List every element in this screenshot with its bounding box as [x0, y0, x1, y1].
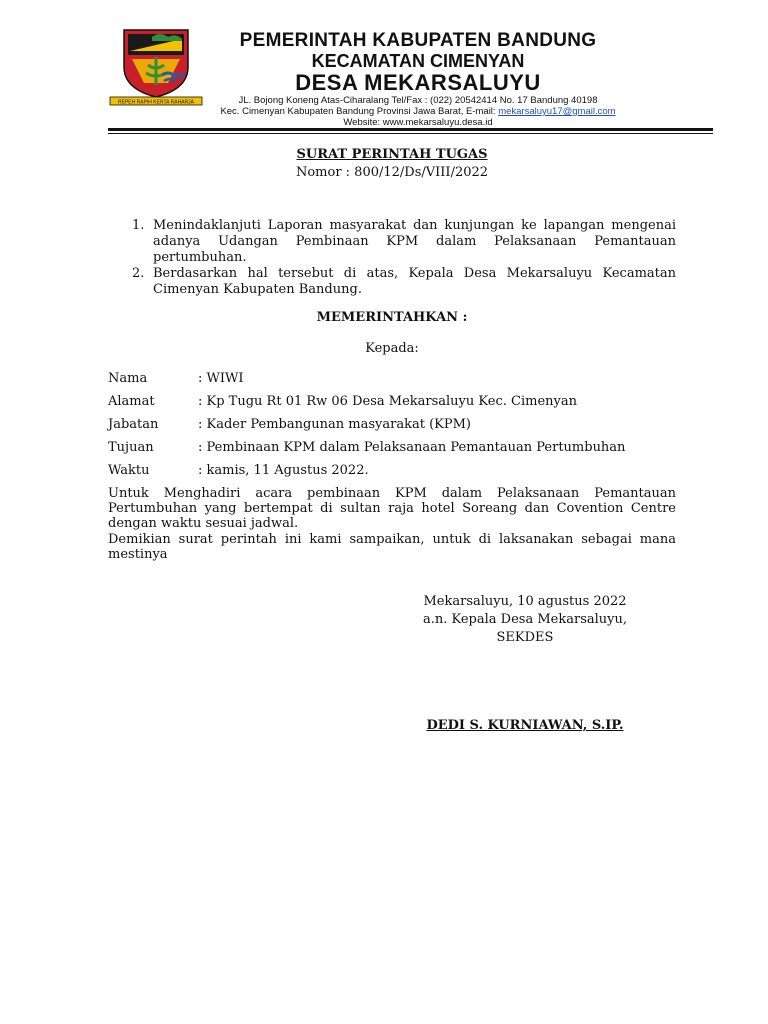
- field-value: : kamis, 11 Agustus 2022.: [198, 463, 369, 478]
- government-name: PEMERINTAH KABUPATEN BANDUNG: [239, 30, 597, 51]
- body-paragraph-1: Untuk Menghadiri acara pembinaan KPM dalam Pelaksanaan Pemantauan Pertumbuhan yang bertempat di sultan raja hotel Soreang dan Covention Centre dengan waktu sesuai jadwal.: [108, 486, 676, 531]
- signatory-name: DEDI S. KURNIAWAN, S.IP.: [426, 718, 624, 733]
- website-line: Website: www.mekarsaluyu.desa.id: [343, 117, 493, 128]
- address-line-2-text: Kec. Cimenyan Kabupaten Bandung Provinsi Jawa Barat, E-mail:: [220, 106, 499, 117]
- field-value: : Pembinaan KPM dalam Pelaksanaan Pemantauan Pertumbuhan: [198, 440, 626, 455]
- field-label: Jabatan: [108, 417, 159, 432]
- field-label: Tujuan: [108, 440, 154, 455]
- command-heading: MEMERINTAHKAN :: [316, 310, 468, 325]
- district-name: KECAMATAN CIMENYAN: [311, 51, 525, 71]
- field-value: : Kader Pembangunan masyarakat (KPM): [198, 417, 471, 432]
- document-title: SURAT PERINTAH TUGAS: [296, 147, 488, 162]
- email-link[interactable]: mekarsaluyu17@gmail.com: [498, 106, 616, 117]
- signature-position: SEKDES: [496, 630, 554, 645]
- letterhead-rule-thin: [108, 133, 713, 134]
- signature-on-behalf: a.n. Kepala Desa Mekarsaluyu,: [422, 612, 627, 627]
- recipient-heading: Kepada:: [365, 341, 419, 356]
- logo-motto: REPEH RAPIH KERTA RAHARJA: [118, 99, 194, 106]
- field-label: Waktu: [108, 463, 150, 478]
- letterhead-rule-thick: [108, 128, 713, 131]
- list-item: [128, 266, 676, 298]
- list-item-text: Berdasarkan hal tersebut di atas, Kepala Desa Mekarsaluyu Kecamatan Cimenyan Kabupaten Bandung.: [153, 266, 676, 297]
- body-paragraph-2: Demikian surat perintah ini kami sampaikan, untuk di laksanakan sebagai mana mestinya: [108, 532, 676, 562]
- list-item: [128, 218, 676, 266]
- list-item-number: 1.: [132, 218, 145, 233]
- letterhead: [210, 30, 626, 128]
- field-value: : WIWI: [198, 371, 244, 386]
- field-value: : Kp Tugu Rt 01 Rw 06 Desa Mekarsaluyu Kec. Cimenyan: [198, 394, 577, 409]
- bandung-regency-crest-icon: [108, 27, 204, 109]
- village-name: DESA MEKARSALUYU: [295, 70, 541, 95]
- list-item-text: Menindaklanjuti Laporan masyarakat dan kunjungan ke lapangan mengenai adanya Udangan Pembinaan KPM dalam Pelaksanaan Pemantauan pertumbuhan.: [153, 218, 676, 265]
- address-line-1: JL. Bojong Koneng Atas-Ciharalang Tel/Fax : (022) 20542414 No. 17 Bandung 40198: [238, 95, 598, 106]
- field-label: Nama: [108, 371, 148, 386]
- address-line-2: [210, 106, 626, 117]
- signature-place-date: Mekarsaluyu, 10 agustus 2022: [423, 594, 627, 609]
- considerations-list: [128, 218, 676, 298]
- field-label: Alamat: [108, 394, 155, 409]
- list-item-number: 2.: [132, 266, 145, 281]
- document-number: Nomor : 800/12/Ds/VIII/2022: [295, 165, 489, 180]
